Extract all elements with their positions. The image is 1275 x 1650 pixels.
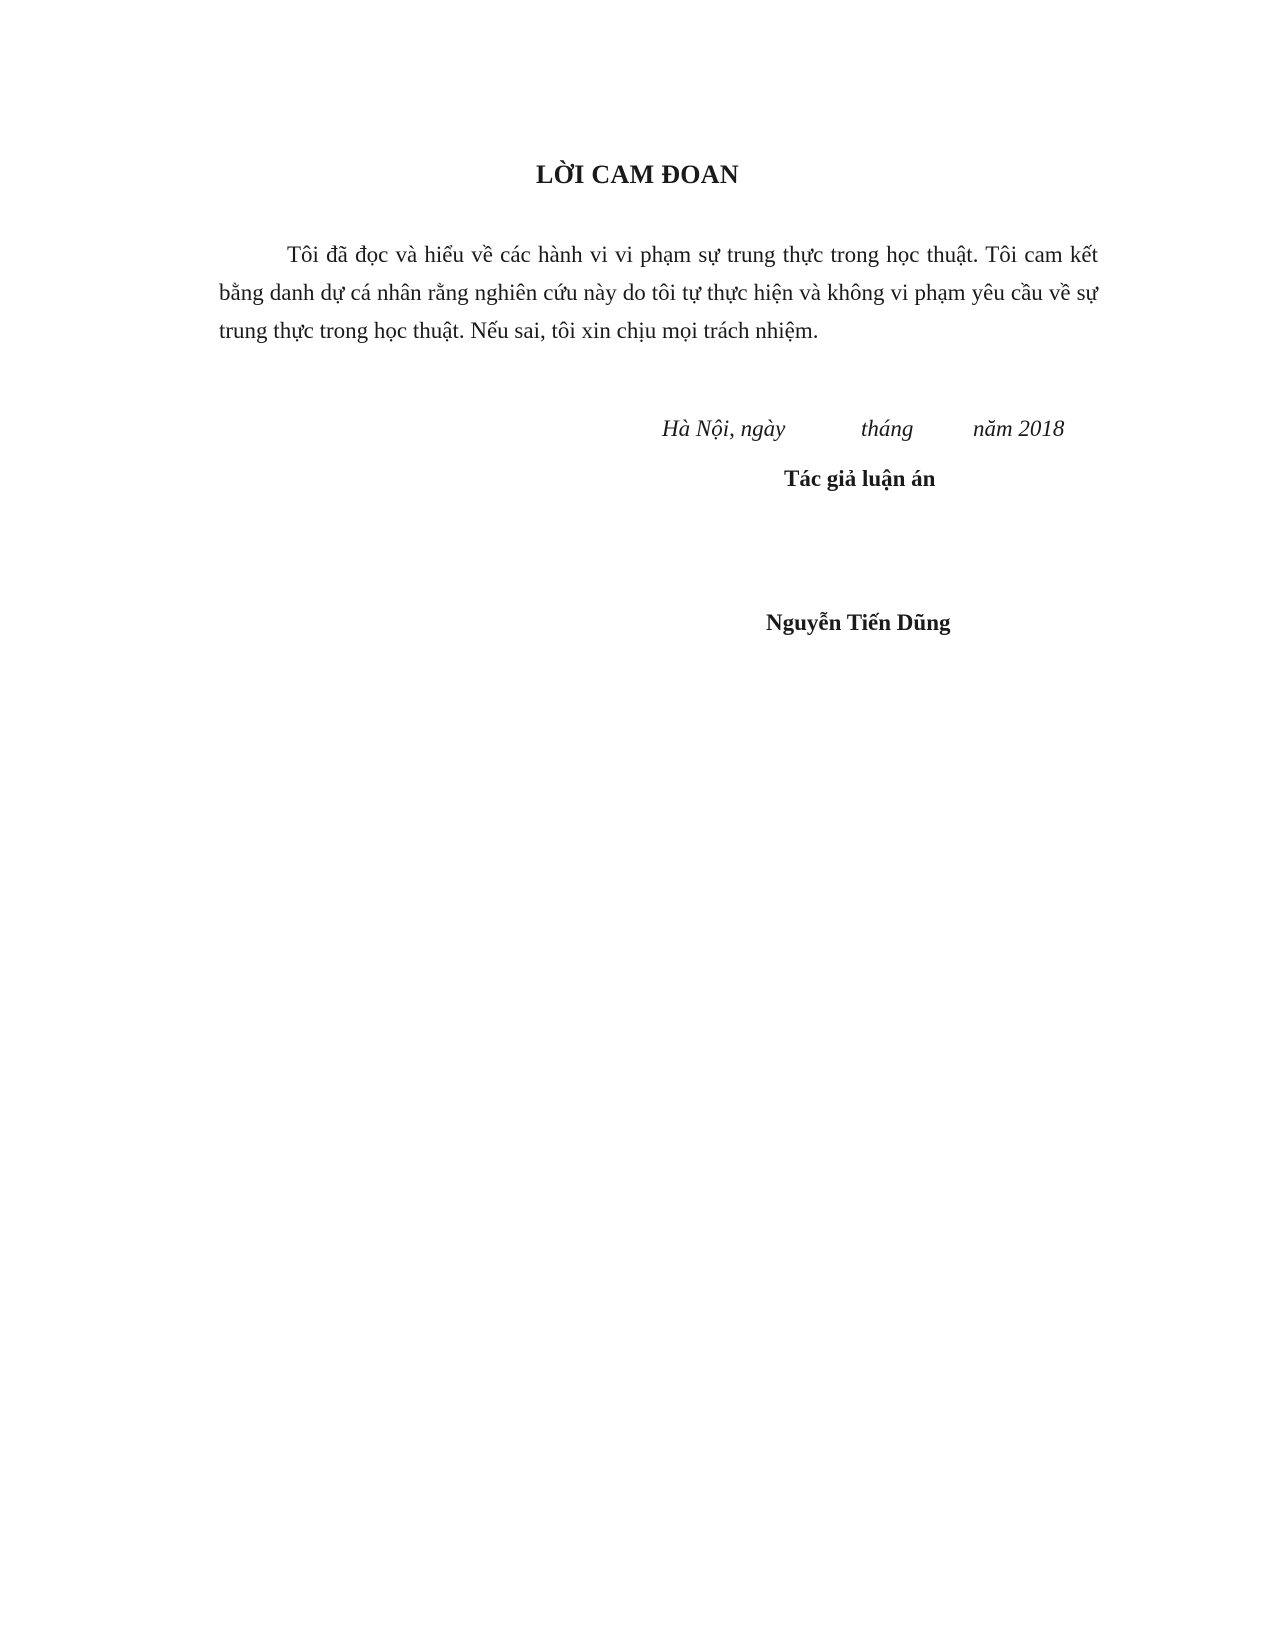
page-title: LỜI CAM ĐOAN [536, 160, 739, 189]
date-year: năm 2018 [973, 416, 1065, 441]
author-name: Nguyễn Tiến Dũng [766, 610, 951, 635]
date-month: tháng [861, 416, 914, 441]
author-label: Tác giả luận án [784, 466, 936, 491]
date-place-day: Hà Nội, ngày [662, 416, 786, 441]
declaration-paragraph: Tôi đã đọc và hiểu về các hành vi vi phạm sự trung thực trong học thuật. Tôi cam kết bằng danh dự cá nhân rằng nghiên cứu này do tôi tự thực hiện và không vi phạm yêu cầu về sự trung thực trong học thuật. Nếu sai, tôi xin chịu mọi trách nhiệm. [219, 242, 1098, 343]
